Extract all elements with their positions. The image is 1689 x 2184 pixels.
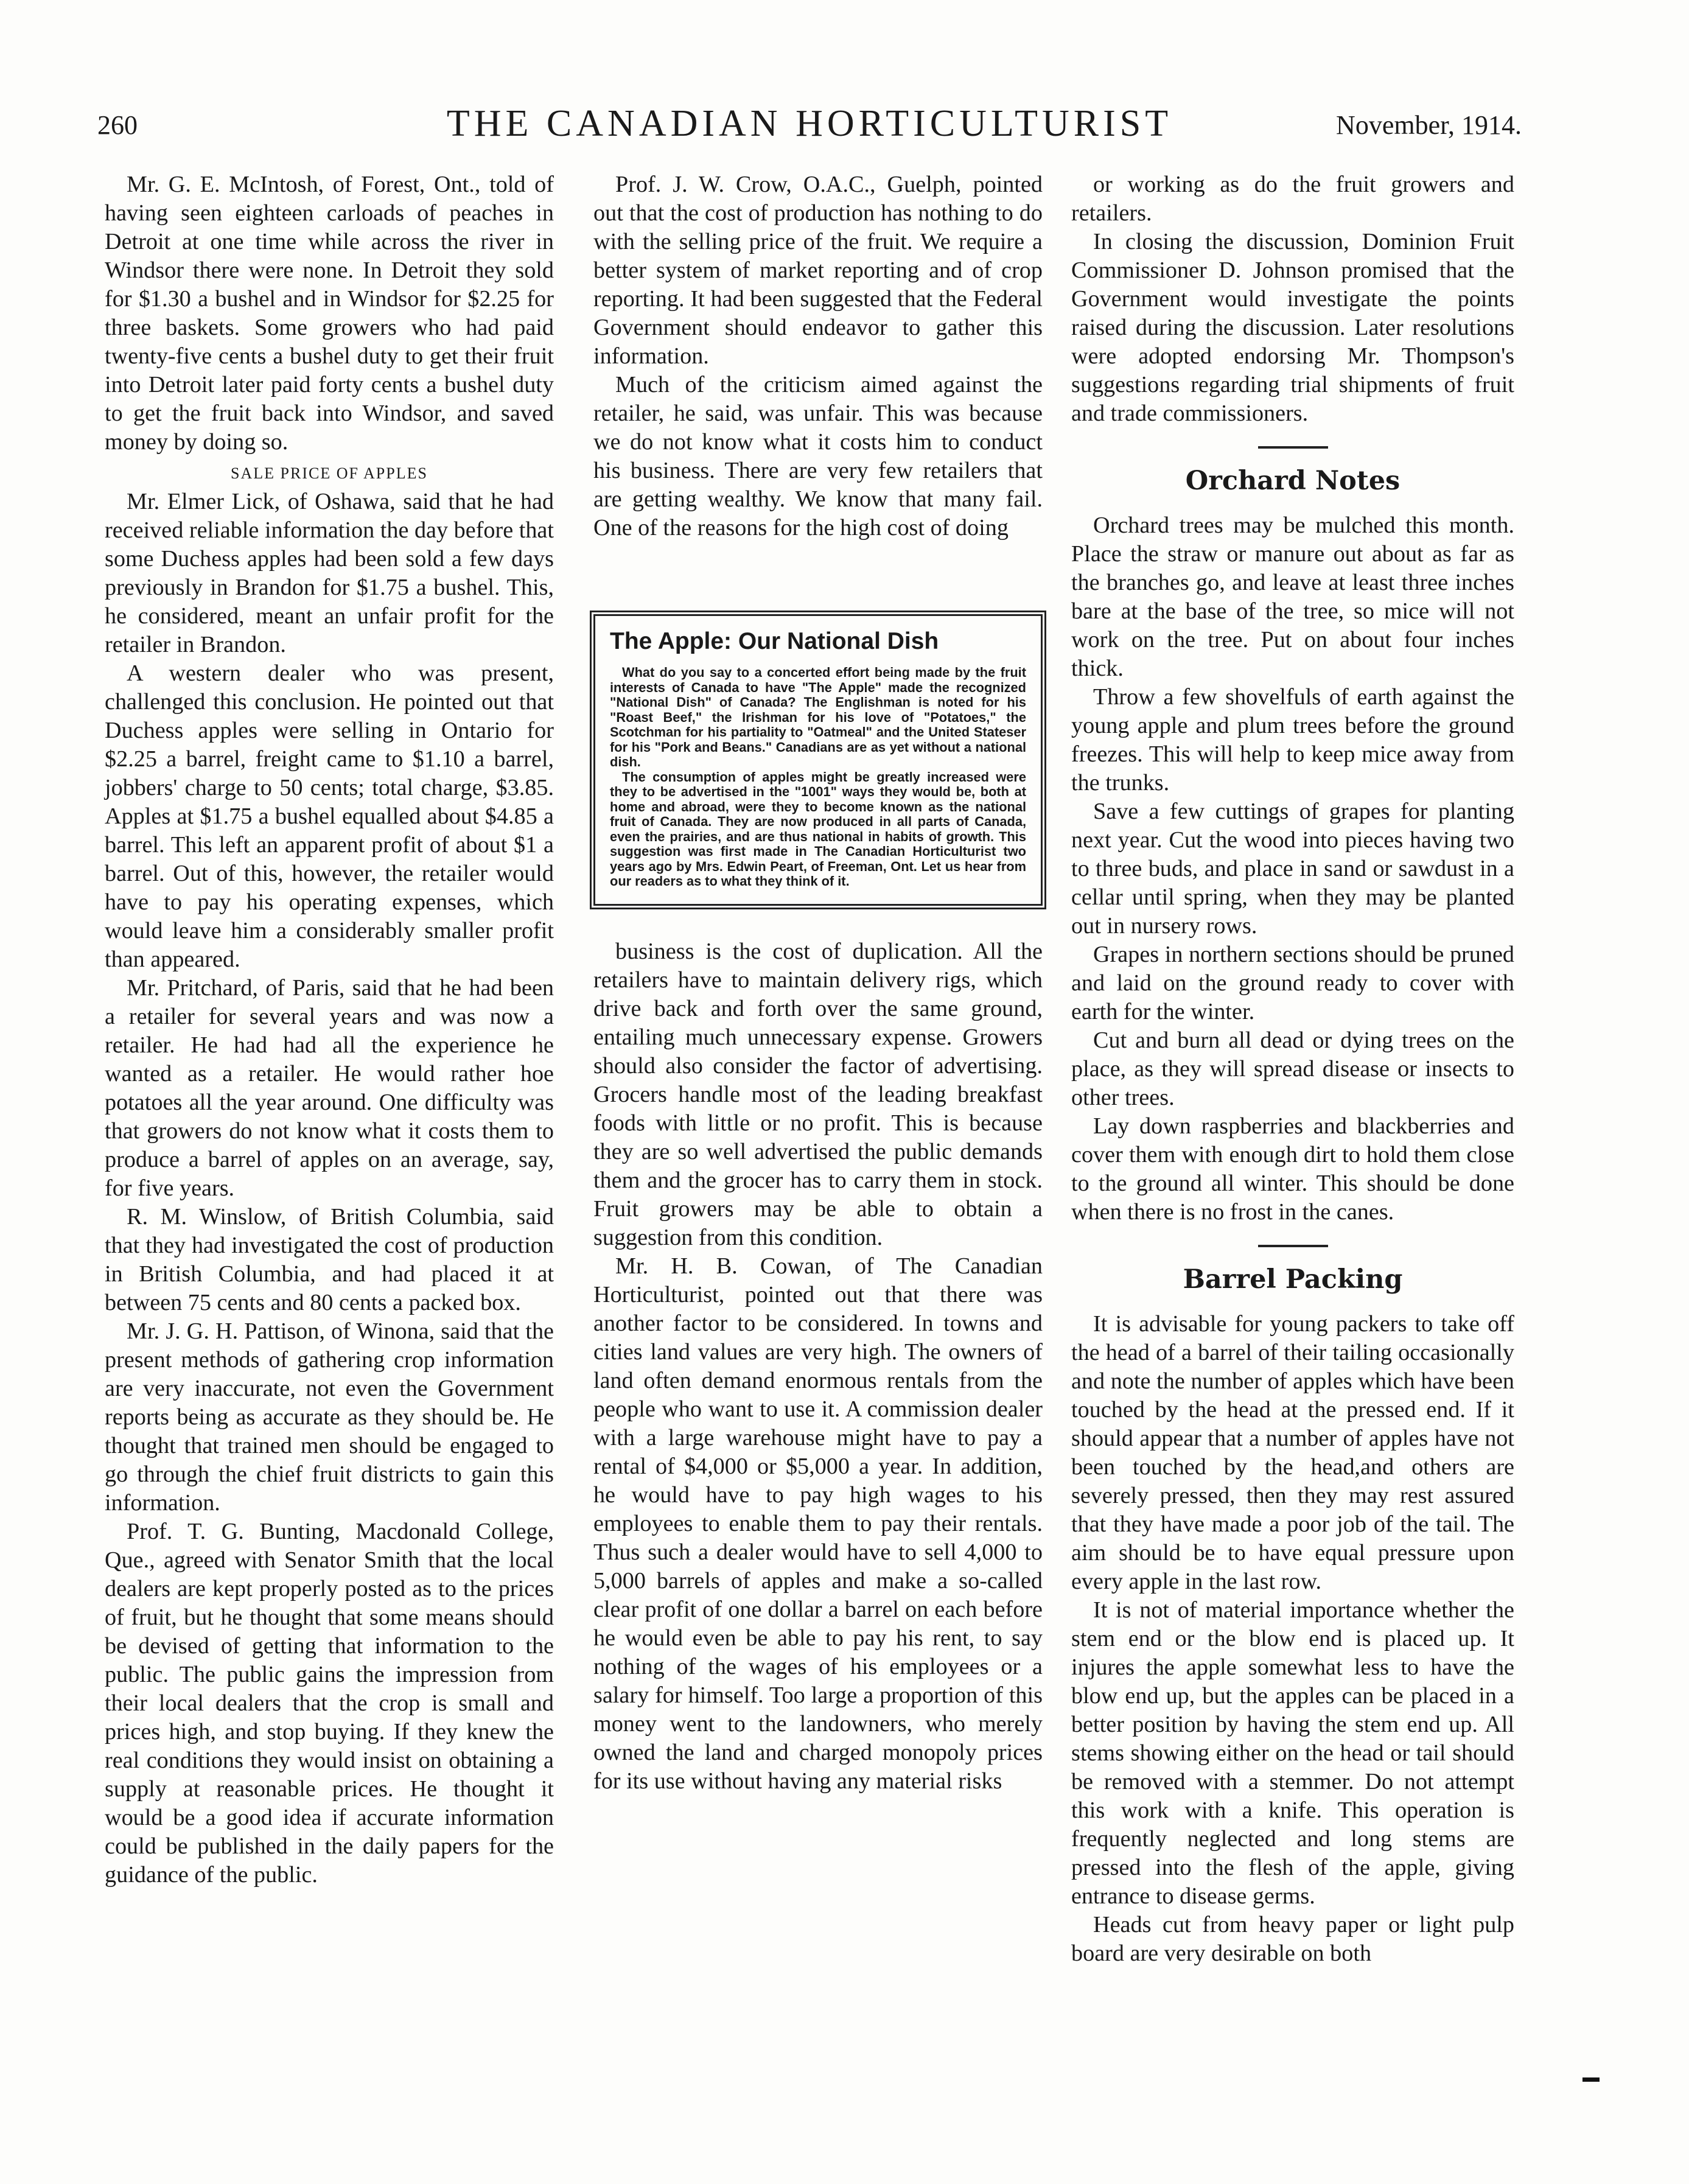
paragraph: In closing the discussion, Dominion Fruit Commissioner D. Johnson promised that the Government would investigate the points raised during the discussion. Later resolutions were adopted endorsing Mr. Thompson's suggestions regarding trial shipments of fruit and trade commissioners. — [1071, 229, 1514, 426]
paragraph: Orchard trees may be mulched this month. Place the straw or manure out about as far as the branches go, and leave at least three inches bare at the base of the tree, so mice will not work on the tree. Put on about four inches thick. — [1071, 513, 1514, 681]
column-right — [1071, 170, 1514, 1968]
section-divider — [1258, 446, 1328, 449]
publication-title: THE CANADIAN HORTICULTURIST — [446, 103, 1173, 144]
section-divider — [1258, 1245, 1328, 1247]
subheading-sale-price: SALE PRICE OF APPLES — [231, 464, 428, 482]
paragraph: Mr. J. G. H. Pattison, of Winona, said that the present methods of gathering crop information are very inaccurate, not even the Government reports being as accurate as they should be. He thought that trained men should be engaged to go through the chief fruit districts to gain this information. — [105, 1318, 554, 1516]
paragraph: It is advisable for young packers to take off the head of a barrel of their tailing occasionally and note the number of apples which have been touched by the head at the pressed end. If it should appear that a number of apples have not been touched by the head,and others are severely pressed, then they may rest assured that they have made a poor job of the tail. The aim should be to have equal pressure upon every apple in the last row. — [1071, 1311, 1514, 1594]
paragraph: or working as do the fruit growers and retailers. — [1071, 172, 1514, 226]
paragraph: Save a few cuttings of grapes for planting next year. Cut the wood into pieces having two to three buds, and place in sand or sawdust in a cellar until spring, when they may be planted out in nursery rows. — [1071, 799, 1514, 939]
issue-date: November, 1914. — [1336, 110, 1522, 140]
page-header — [97, 102, 1522, 157]
paragraph: Cut and burn all dead or dying trees on the place, as they will spread disease or insects to other trees. — [1071, 1027, 1514, 1110]
box-title: The Apple: Our National Dish — [610, 628, 939, 654]
paragraph: Prof. T. G. Bunting, Macdonald College, Que., agreed with Senator Smith that the local dealers are kept properly posted as to the prices of fruit, but he thought that some means should be devised of getting that information to the public. The public gains the impression from their local dealers that the crop is small and prices high, and stop buying. If they knew the real conditions they would insist on obtaining a supply at reasonable prices. He thought it would be a good idea if accurate information could be published in the daily papers for the guidance of the public. — [105, 1519, 554, 1888]
paragraph: Heads cut from heavy paper or light pulp board are very desirable on both — [1071, 1912, 1514, 1966]
paragraph: Much of the criticism aimed against the retailer, he said, was unfair. This was because we do not know what it costs him to conduct his business. There are very few retailers that are getting wealthy. We know that many fail. One of the reasons for the high cost of doing — [593, 372, 1043, 541]
box-paragraph: The consumption of apples might be greatly increased were they to be advertised in the "1001" ways they would be, both at home and abroad, were they to become known as the national fruit of Canada. They are now produced in all parts of Canada, even the prairies, and are thus national in habits of growth. This suggestion was first made in The Canadian Horticulturist two years ago by Mrs. Edwin Peart, of Freeman, Ont. Let us hear from our readers as to what they think of it. — [610, 769, 1026, 889]
paragraph: Lay down raspberries and blackberries and cover them with enough dirt to hold them close to the ground all winter. This should be done when there is no frost in the canes. — [1071, 1113, 1514, 1225]
barrel-packing-heading: Barrel Packing — [1183, 1264, 1403, 1295]
paragraph: Mr. Elmer Lick, of Oshawa, said that he had received reliable information the day before that some Duchess apples had been sold a few days previously in Brandon for $1.75 a bushel. This, he considered, meant an unfair profit for the retailer in Brandon. — [105, 489, 554, 657]
paragraph: Prof. J. W. Crow, O.A.C., Guelph, pointed out that the cost of production has nothing to do with the selling price of the fruit. We require a better system of market reporting and of crop reporting. It had been suggested that the Federal Government should endeavor to gather this information. — [593, 172, 1043, 369]
column-middle — [593, 170, 1043, 1796]
box-paragraph: What do you say to a concerted effort being made by the fruit interests of Canada to have "The Apple" made the recognized "National Dish" of Canada? The Englishman is noted for his "Roast Beef," the Irishman for his love of "Potatoes," the Scotchman for his partiality to "Oatmeal" and the United Stateser for his "Pork and Beans." Canadians are as yet without a national dish. — [610, 665, 1026, 769]
paragraph: Mr. H. B. Cowan, of The Canadian Horticulturist, pointed out that there was another factor to be considered. In towns and cities land values are very high. The owners of land often demand enormous rentals from the people who want to use it. A commission dealer with a large warehouse might have to pay a rental of $4,000 or $5,000 a year. In addition, he would have to pay high wages to his employees to enable them to pay their rentals. Thus such a dealer would have to sell 4,000 to 5,000 barrels of apples and make a so-called clear profit of one dollar a barrel on each before he would even be able to pay his rent, to say nothing of the wages of his employees or a salary for himself. Too large a proportion of this money went to the landowners, who merely owned the land and charged monopoly prices for its use without having any material risks — [593, 1253, 1043, 1794]
paragraph: Mr. Pritchard, of Paris, said that he had been a retailer for several years and was now a retailer. He had had all the experience he wanted as a retailer. He would rather hoe potatoes all the year around. One difficulty was that growers do not know what it costs them to produce a barrel of apples on an average, say, for five years. — [105, 975, 554, 1201]
page-number: 260 — [97, 110, 138, 140]
sidebar-box-national-dish — [590, 611, 1046, 909]
paragraph: It is not of material importance whether the stem end or the blow end is placed up. It injures the apple somewhat less to have the blow end up, but the apples can be placed in a better position by having the stem end up. All stems showing either on the head or tail should be removed with a stemmer. Do not attempt this work with a knife. This operation is frequently neglected and long stems are pressed into the flesh of the apple, giving entrance to disease germs. — [1071, 1597, 1514, 1909]
column-left — [105, 170, 554, 1889]
paragraph: Grapes in northern sections should be pruned and laid on the ground ready to cover with earth for the winter. — [1071, 942, 1514, 1024]
paragraph: R. M. Winslow, of British Columbia, said that they had investigated the cost of production in British Columbia, and had placed it at between 75 cents and 80 cents a packed box. — [105, 1204, 554, 1315]
paragraph: business is the cost of duplication. All the retailers have to maintain delivery rigs, which drive back and forth over the same ground, entailing much unnecessary expense. Growers should also consider the factor of advertising. Grocers handle most of the leading breakfast foods with little or no profit. This is because they are so well advertised the public demands them and the grocer has to carry them in stock. Fruit growers may be able to obtain a suggestion from this condition. — [593, 938, 1043, 1250]
paragraph: Throw a few shovelfuls of earth against the young apple and plum trees before the ground freezes. This will help to keep mice away from the trunks. — [1071, 684, 1514, 796]
end-mark — [1582, 2077, 1600, 2082]
orchard-notes-heading: Orchard Notes — [1185, 466, 1401, 496]
paragraph: A western dealer who was present, challenged this conclusion. He pointed out that Duchess apples were selling in Ontario for $2.25 a barrel, freight came to $1.10 a barrel, jobbers' charge to 50 cents; total charge, $3.85. Apples at $1.75 a bushel equalled about $4.85 a barrel. This left an apparent profit of about $1 a barrel. Out of this, however, the retailer would have to pay his operating expenses, which would leave him a considerably smaller profit than appeared. — [105, 660, 554, 972]
paragraph: Mr. G. E. McIntosh, of Forest, Ont., told of having seen eighteen carloads of peaches in Detroit at one time while across the river in Windsor there were none. In Detroit they sold for $1.30 a bushel and in Windsor for $2.25 for three baskets. Some growers who had paid twenty-five cents a bushel duty to get their fruit into Detroit later paid forty cents a bushel duty to get the fruit back into Windsor, and saved money by doing so. — [105, 172, 554, 455]
